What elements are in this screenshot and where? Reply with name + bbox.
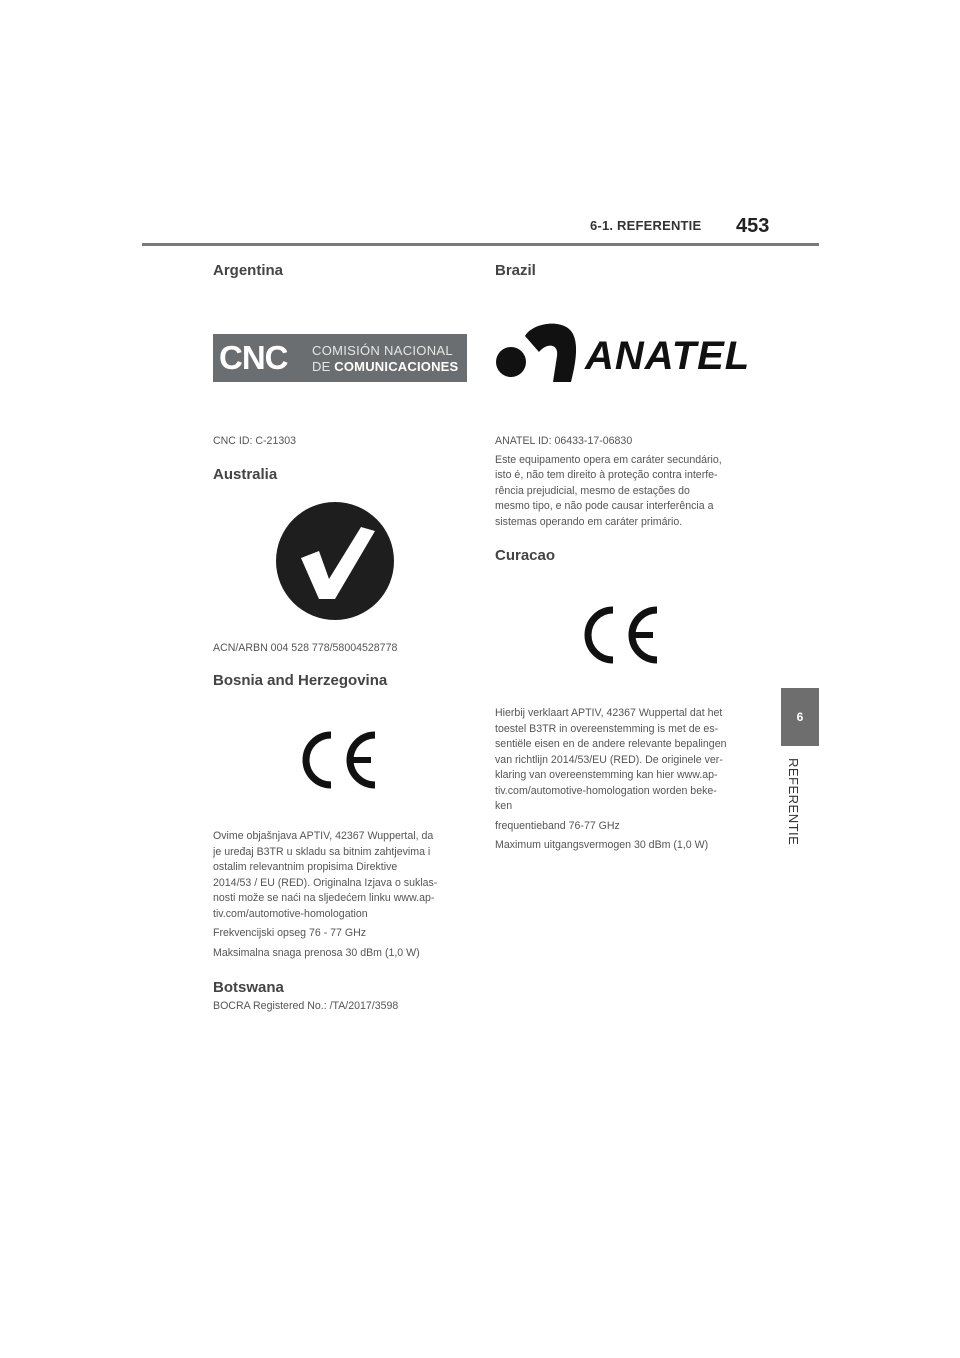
ce-mark-icon	[577, 604, 663, 666]
acn-arbn-number: ACN/ARBN 004 528 778/58004528778	[213, 641, 398, 654]
anatel-wordmark: ANATEL	[585, 334, 751, 378]
text-line: je uređaj B3TR u skladu sa bitnim zahtjevima i	[213, 845, 431, 858]
text-line: tiv.com/automotive-homologation worden beke-	[495, 784, 717, 797]
text-line: Este equipamento opera em caráter secundário,	[495, 453, 722, 466]
anatel-symbol-icon	[495, 316, 585, 384]
cnc-logo	[213, 334, 467, 382]
text-line: mesmo tipo, e não pode causar interferência a	[495, 500, 714, 512]
text-line: van richtlijn 2014/53/EU (RED). De originele ver-	[495, 753, 723, 766]
text-line: nosti može se naći na sljedećem linku www.ap-	[213, 892, 435, 904]
text-line: ostalim relevantnim propisima Direktive	[213, 861, 398, 873]
bosnia-frequency: Frekvencijski opseg 76 - 77 GHz	[213, 927, 367, 939]
text-line: ken	[495, 800, 513, 812]
header-divider	[142, 243, 819, 246]
cnc-logo-line2	[312, 359, 458, 374]
text-line: sistemas operando em caráter primário.	[495, 515, 683, 528]
curacao-declaration	[495, 706, 751, 815]
bocra-registration: BOCRA Registered No.: /TA/2017/3598	[213, 1000, 399, 1012]
bosnia-max-power: Maksimalna snaga prenosa 30 dBm (1,0 W)	[213, 946, 420, 959]
anatel-id: ANATEL ID: 06433-17-06830	[495, 435, 633, 447]
heading-curacao: Curacao	[495, 547, 556, 564]
text-line: klaring van overeenstemming kan hier www.ap-	[495, 769, 718, 781]
bosnia-declaration	[213, 829, 469, 922]
text-line: isto é, não tem direito à proteção contra interfe-	[495, 469, 718, 481]
rcm-tick-icon	[275, 501, 395, 621]
text-line: 2014/53 / EU (RED). Originalna Izjava o suklas-	[213, 876, 438, 889]
heading-australia: Australia	[213, 465, 278, 483]
text-line: Ovime objašnjava APTIV, 42367 Wuppertal, da	[213, 830, 434, 842]
anatel-logo	[495, 316, 755, 386]
curacao-frequency: frequentieband 76-77 GHz	[495, 819, 620, 832]
cnc-id: CNC ID: C-21303	[213, 435, 297, 447]
text-line: tiv.com/automotive-homologation	[213, 907, 368, 920]
text-line: rência prejudicial, mesmo de estações do	[495, 484, 690, 497]
ce-mark-icon	[295, 729, 381, 791]
text-line: toestel B3TR in overeenstemming is met de es-	[495, 722, 719, 735]
heading-argentina: Argentina	[213, 262, 284, 279]
text-line: Hierbij verklaart APTIV, 42367 Wuppertal dat het	[495, 707, 723, 719]
cnc-logo-line1: COMISIÓN NACIONAL	[312, 343, 453, 358]
heading-brazil: Brazil	[495, 262, 536, 279]
anatel-notice	[495, 453, 751, 531]
page-number: 453	[736, 215, 770, 237]
cnc-logo-comunicaciones: COMUNICACIONES	[334, 359, 459, 374]
cnc-logo-mark: CNC	[219, 339, 288, 376]
heading-botswana: Botswana	[213, 979, 284, 996]
chapter-label: REFERENTIE	[786, 758, 801, 846]
section-title: 6-1. REFERENTIE	[590, 218, 702, 233]
heading-bosnia: Bosnia and Herzegovina	[213, 672, 388, 689]
left-column	[213, 262, 469, 1015]
cnc-logo-de: DE	[312, 359, 331, 374]
text-line: sentiële eisen en de andere relevante bepalingen	[495, 738, 727, 750]
curacao-max-power: Maximum uitgangsvermogen 30 dBm (1,0 W)	[495, 839, 709, 851]
chapter-tab: 6	[781, 688, 819, 746]
right-column	[495, 262, 751, 854]
